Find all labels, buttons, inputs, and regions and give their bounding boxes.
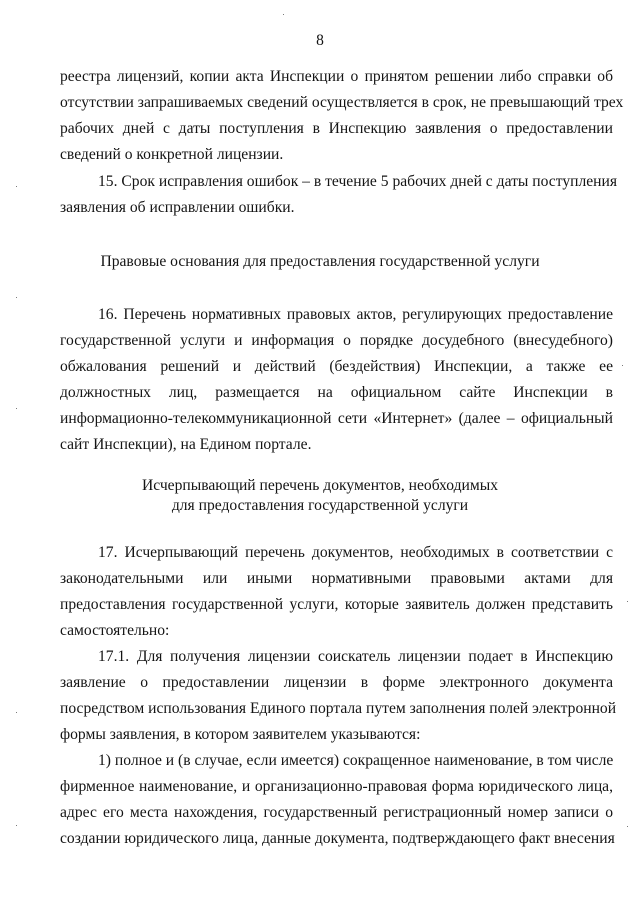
scan-speck <box>16 297 17 298</box>
text-line: рабочих дней с даты поступления в Инспекцию заявления о предоставлении <box>60 120 613 137</box>
text-line: адрес его места нахождения, государственный регистрационный номер записи о <box>60 804 613 821</box>
text-line: заявление о предоставлении лицензии в форме электронного документа <box>60 674 613 691</box>
text-line: заявления об исправлении ошибки. <box>60 199 295 216</box>
text-line: посредством использования Единого портала путем заполнения полей электронной <box>60 700 617 717</box>
scan-speck <box>16 186 17 187</box>
text-line: 17.1. Для получения лицензии соискатель лицензии подает в Инспекцию <box>98 648 613 665</box>
text-line: государственной услуги и информация о порядке досудебного (внесудебного) <box>60 332 613 349</box>
scan-speck <box>627 601 628 602</box>
scan-speck <box>16 712 17 713</box>
text-line: создании юридического лица, данные документа, подтверждающего факт внесения <box>60 830 615 847</box>
text-line: отсутствии запрашиваемых сведений осуществляется в срок, не превышающий трех <box>60 94 624 111</box>
text-line: самостоятельно: <box>60 622 170 639</box>
text-line: 15. Срок исправления ошибок – в течение 5 рабочих дней с даты поступления <box>98 173 618 190</box>
text-line: фирменное наименование, и организационно-правовая форма юридического лица, <box>60 778 613 795</box>
section-heading: для предоставления государственной услуги <box>171 497 469 514</box>
text-line: сайт Инспекции), на Едином портале. <box>60 436 312 453</box>
text-line: 16. Перечень нормативных правовых актов, регулирующих предоставление <box>98 306 613 323</box>
scan-speck <box>16 408 17 409</box>
section-heading: Исчерпывающий перечень документов, необходимых <box>141 477 499 494</box>
text-line: законодательными или иными нормативными правовыми актами для <box>60 570 613 587</box>
text-line: обжалования решений и действий (бездействия) Инспекции, а также ее <box>60 358 613 375</box>
scan-speck <box>16 825 17 826</box>
text-line: формы заявления, в котором заявителем указываются: <box>60 726 421 743</box>
text-line: 17. Исчерпывающий перечень документов, необходимых в соответствии с <box>98 544 613 561</box>
text-line: сведений о конкретной лицензии. <box>60 146 284 163</box>
section-heading: Правовые основания для предоставления государственной услуги <box>100 253 540 270</box>
scan-speck <box>622 365 623 366</box>
scan-speck <box>283 14 284 15</box>
text-line: реестра лицензий, копии акта Инспекции о принятом решении либо справки об <box>60 68 613 85</box>
text-line: информационно-телекоммуникационной сети «Интернет» (далее – официальный <box>60 410 613 427</box>
text-line: предоставления государственной услуги, которые заявитель должен представить <box>60 596 613 613</box>
text-line: должностных лиц, размещается на официальном сайте Инспекции в <box>60 384 613 401</box>
page-number: 8 <box>316 32 324 49</box>
scan-speck <box>627 826 628 827</box>
text-line: 1) полное и (в случае, если имеется) сокращенное наименование, в том числе <box>98 752 614 769</box>
